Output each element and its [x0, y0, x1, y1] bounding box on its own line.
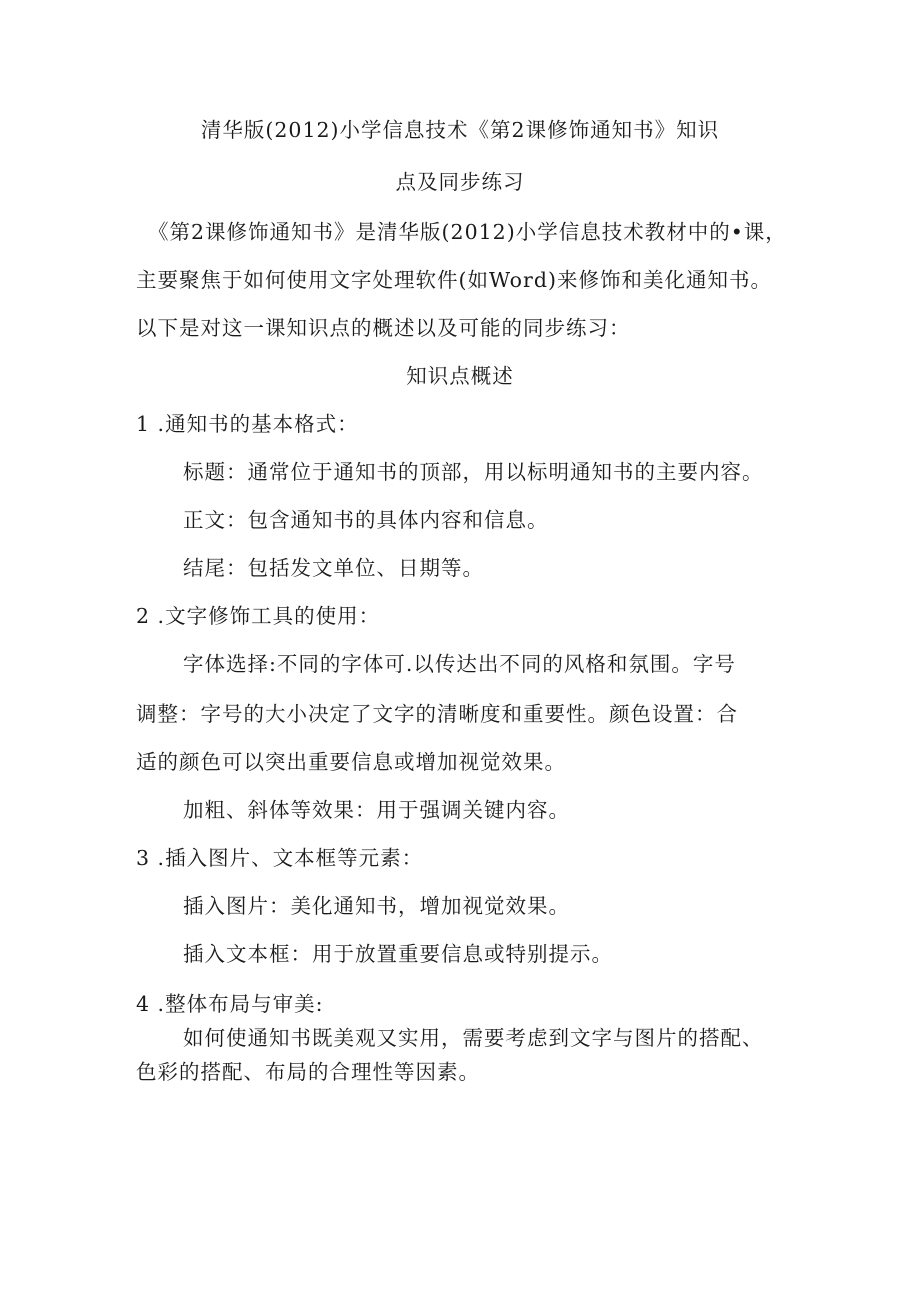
item-4-heading: 4 .整体布局与审美:: [136, 992, 324, 1016]
intro-line-3: 以下是对这一课知识点的概述以及可能的同步练习：: [136, 316, 631, 340]
item-2-line-1: 字体选择:不同的字体可.以传达出不同的风格和氛围。字号: [183, 652, 736, 676]
item-3-line-1: 插入图片：美化通知书，增加视觉效果。: [183, 894, 570, 918]
section-heading: 知识点概述: [406, 364, 514, 388]
doc-title-line2: 点及同步练习: [395, 170, 525, 194]
doc-title-line1: 清华版(2012)小学信息技术《第2课修饰通知书》知识: [200, 118, 720, 142]
item-1-line-1: 标题：通常位于通知书的顶部，用以标明通知书的主要内容。: [183, 460, 764, 484]
item-1-heading: 1 .通知书的基本格式：: [136, 412, 359, 436]
item-3-heading: 3 .插入图片、文本框等元素：: [136, 846, 424, 870]
intro-line-2: 主要聚焦于如何使用文字处理软件(如Word)来修饰和美化通知书。: [136, 268, 772, 292]
item-3-line-2: 插入文本框：用于放置重要信息或特别提示。: [183, 942, 613, 966]
item-4-line-2: 色彩的搭配、布局的合理性等因素。: [136, 1060, 480, 1084]
item-2-line-4: 加粗、斜体等效果：用于强调关键内容。: [183, 798, 570, 822]
item-1-line-2: 正文：包含通知书的具体内容和信息。: [183, 508, 549, 532]
item-2-line-2: 调整：字号的大小决定了文字的清晰度和重要性。颜色设置：合: [136, 702, 738, 726]
item-4-line-1: 如何使通知书既美观又实用，需要考虑到文字与图片的搭配、: [183, 1026, 764, 1050]
item-2-line-3: 适的颜色可以突出重要信息或增加视觉效果。: [136, 750, 566, 774]
item-1-line-3: 结尾：包括发文单位、日期等。: [183, 556, 484, 580]
item-2-heading: 2 .文字修饰工具的使用：: [136, 604, 381, 628]
intro-line-1: 《第2课修饰通知书》是清华版(2012)小学信息技术教材中的•课，: [148, 220, 787, 244]
